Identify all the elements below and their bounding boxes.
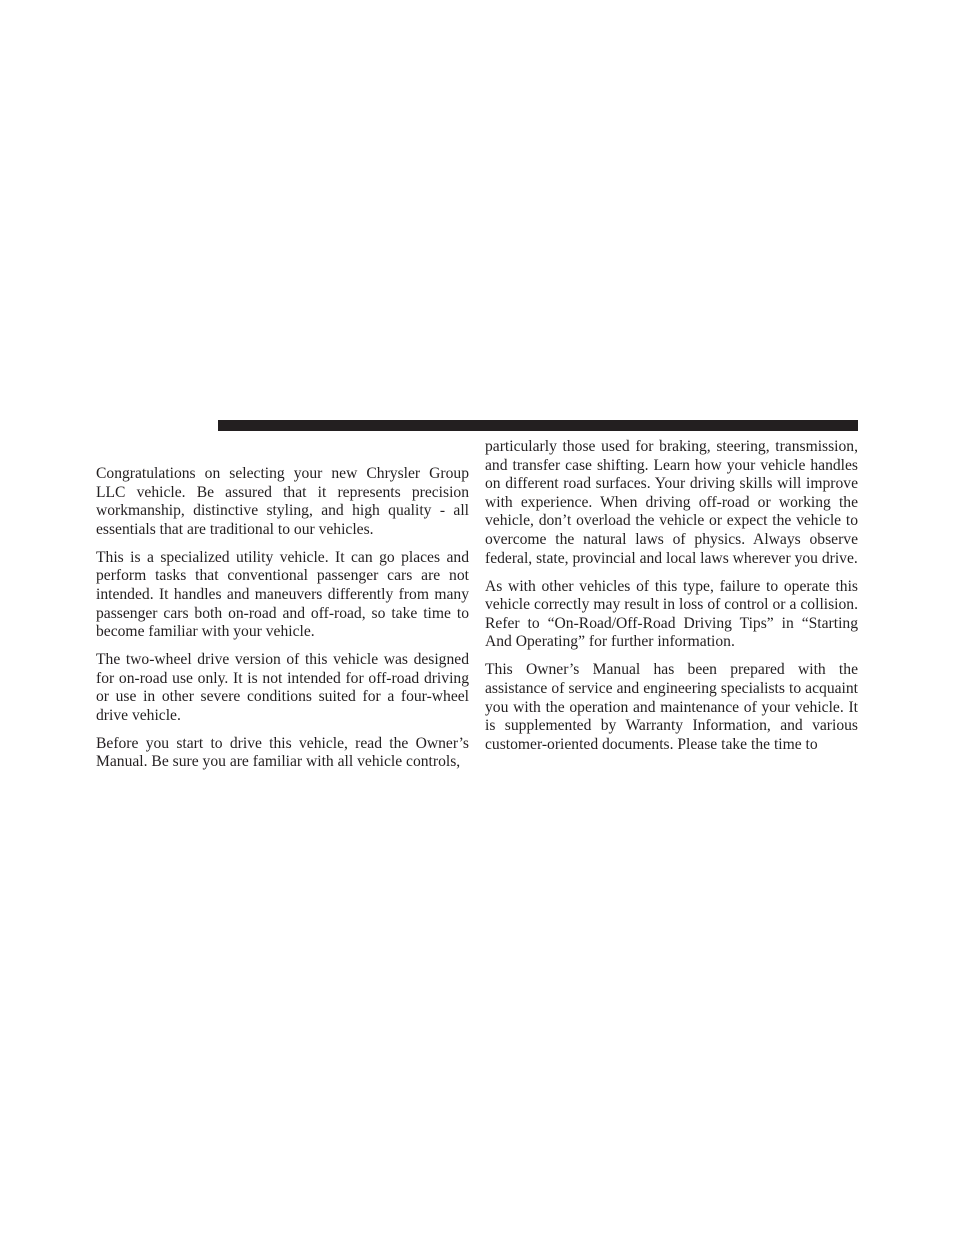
paragraph-read-manual: Before you start to drive this vehicle, read the Owner’s Manual. Be sure you are familiar with all vehicle controls, (96, 734, 469, 771)
paragraph-two-wheel-drive: The two-wheel drive version of this vehicle was designed for on-road use only. It is not intended for off-road driving or use in other severe conditions suited for a four-wheel drive vehicle. (96, 651, 469, 724)
header-rule (218, 420, 858, 431)
paragraph-controls: particularly those used for braking, steering, transmission, and transfer case shifting. Learn how your vehicle handles on different road surfaces. Your driving skills will improve with experience. When driving off-road or working the vehicle, don’t overload the vehicle or expect the vehicle to overcome the natural laws of physics. Always observe federal, state, provincial and local laws wherever you drive. (485, 438, 858, 567)
paragraph-manual-prepared: This Owner’s Manual has been prepared with the assistance of service and engineering specialists to acquaint you with the operation and maintenance of your vehicle. It is supplemented by Warranty Information, and various customer-oriented documents. Please take the time to (485, 661, 858, 753)
paragraph-congratulations: Congratulations on selecting your new Chrysler Group LLC vehicle. Be assured that it represents precision workmanship, distinctive styling, and high quality - all essentials that are traditional to our vehicles. (96, 465, 469, 538)
left-column (96, 465, 469, 781)
paragraph-collision-warning: As with other vehicles of this type, failure to operate this vehicle correctly may result in loss of control or a collision. Refer to “On-Road/Off-Road Driving Tips” in “Starting And Operating” for further information. (485, 577, 858, 651)
paragraph-specialized-vehicle: This is a specialized utility vehicle. It can go places and perform tasks that conventional passenger cars are not intended. It handles and maneuvers differently from many passenger cars both on-road and off-road, so take time to become familiar with your vehicle. (96, 548, 469, 641)
right-column (485, 438, 858, 764)
